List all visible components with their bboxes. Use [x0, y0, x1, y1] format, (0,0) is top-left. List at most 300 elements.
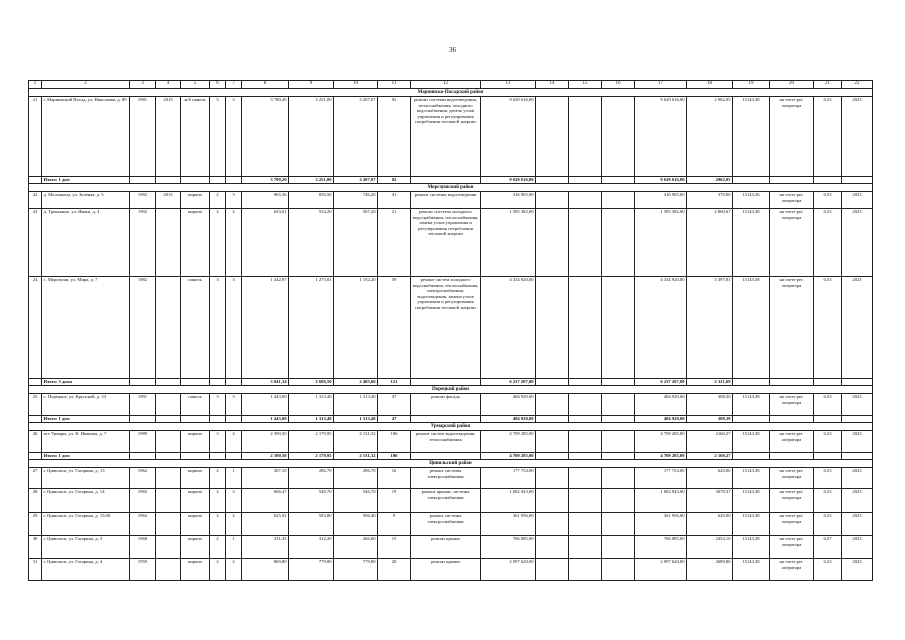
cell-no: 24	[29, 277, 42, 379]
cell-c9: 1 275,81	[289, 277, 334, 379]
cell-empty	[733, 416, 770, 423]
cell-c18: 620,00	[687, 468, 733, 489]
cell-c21: 6,53	[814, 192, 842, 209]
cell-c22: 2023	[842, 431, 873, 453]
total-c18: 308,30	[687, 416, 733, 423]
district-row	[29, 423, 873, 431]
cell-c6: 2	[210, 513, 226, 536]
district-name: Порецкий район	[29, 386, 873, 394]
cell-c11: 92	[378, 97, 411, 177]
total-row	[29, 177, 873, 184]
cell-addr: г. Цивильск, ул. Гагарина, д. 4	[42, 559, 130, 581]
cell-c21: 6,53	[814, 513, 842, 536]
cell-c14	[536, 209, 569, 277]
cell-c15	[569, 97, 602, 177]
cell-c22: 2023	[842, 536, 873, 559]
cell-c22: 2023	[842, 394, 873, 416]
column-number-header: 18	[687, 81, 733, 89]
cell-c20: на счете рег. оператора	[770, 431, 814, 453]
cell-empty	[130, 416, 156, 423]
cell-c5: кирпич	[181, 192, 210, 209]
cell-c18: 2689,86	[687, 559, 733, 581]
cell-c18: 308,30	[687, 394, 733, 416]
cell-addr: пгт Урмары, ул. К. Иванова, д. 7	[42, 431, 130, 453]
cell-c11: 106	[378, 431, 411, 453]
cell-c9: 286,70	[289, 468, 334, 489]
total-c17: 404 920,00	[635, 416, 687, 423]
cell-c3: 1962	[130, 468, 156, 489]
district-row	[29, 386, 873, 394]
cell-c17: 404 920,00	[635, 394, 687, 416]
column-number-header: 15	[569, 81, 602, 89]
cell-c9: 554,20	[289, 209, 334, 277]
cell-c5: ж/б панель	[181, 97, 210, 177]
cell-c5: кирпич	[181, 536, 210, 559]
cell-c19: 15143,38	[733, 97, 770, 177]
cell-c18: 2454,16	[687, 536, 733, 559]
cell-c12: ремонт крыши, системы электроснабжения	[411, 489, 481, 513]
cell-c4	[156, 431, 181, 453]
cell-empty	[411, 416, 481, 423]
cell-c10: 3 207,07	[334, 97, 378, 177]
cell-empty	[842, 177, 873, 184]
cell-empty	[602, 379, 635, 386]
table-row	[29, 277, 873, 379]
cell-c14	[536, 489, 569, 513]
cell-empty	[156, 453, 181, 460]
cell-c15	[569, 468, 602, 489]
cell-c3: 1992	[130, 209, 156, 277]
cell-c8: 1 442,97	[242, 277, 289, 379]
cell-c8: 331,43	[242, 536, 289, 559]
column-number-header: 5	[181, 81, 210, 89]
cell-c16	[602, 489, 635, 513]
cell-c21: 6,53	[814, 209, 842, 277]
cell-empty	[226, 416, 242, 423]
cell-c17: 4 334 920,00	[635, 277, 687, 379]
cell-addr: д. Москакасы, ул. Зеленая, д. 5	[42, 192, 130, 209]
cell-c19: 15143,38	[733, 513, 770, 536]
cell-c9: 312,20	[289, 536, 334, 559]
cell-empty	[156, 416, 181, 423]
cell-c5: панель	[181, 394, 210, 416]
cell-c3: 1989	[130, 431, 156, 453]
cell-c12: ремонт системы водоотведения, теплоснабжения, холодного водоснабжения, дизель узлов управления и регулирования потребления тепловой энергии	[411, 97, 481, 177]
cell-c6: 3	[210, 431, 226, 453]
cell-c4	[156, 513, 181, 536]
cell-no: 22	[29, 192, 42, 209]
cell-c19: 15143,36	[733, 192, 770, 209]
cell-c17: 4 709 285,00	[635, 431, 687, 453]
cell-c10: 546,70	[334, 489, 378, 513]
cell-c5: кирпич	[181, 468, 210, 489]
column-number-header: 20	[770, 81, 814, 89]
cell-c16	[602, 209, 635, 277]
cell-empty	[733, 379, 770, 386]
table-row	[29, 559, 873, 581]
cell-c21: 6,57	[814, 536, 842, 559]
cell-c11: 16	[378, 468, 411, 489]
cell-c4	[156, 209, 181, 277]
total-c9: 1 313,40	[289, 416, 334, 423]
cell-empty	[842, 453, 873, 460]
cell-c16	[602, 277, 635, 379]
column-number-header: 17	[635, 81, 687, 89]
cell-c4	[156, 394, 181, 416]
cell-c6: 2	[210, 209, 226, 277]
table-row	[29, 394, 873, 416]
column-number-header: 3	[130, 81, 156, 89]
cell-c11: 47	[378, 394, 411, 416]
cell-c17: 2 097 620,00	[635, 559, 687, 581]
cell-c14	[536, 192, 569, 209]
cell-c21: 6,53	[814, 277, 842, 379]
cell-c10: 779,80	[334, 559, 378, 581]
cell-c16	[602, 468, 635, 489]
column-number-header: 4	[156, 81, 181, 89]
cell-c21: 6,53	[814, 394, 842, 416]
cell-c17: 1 682 943,00	[635, 489, 687, 513]
column-number-header: 8	[242, 81, 289, 89]
cell-c12: ремонт фасада	[411, 394, 481, 416]
cell-c17: 9 629 616,00	[635, 97, 687, 177]
column-number-header: 11	[378, 81, 411, 89]
total-c11: 121	[378, 379, 411, 386]
table-row	[29, 97, 873, 177]
total-c9: 3 251,00	[289, 177, 334, 184]
cell-c13: 404 920,00	[481, 394, 536, 416]
cell-c15	[569, 192, 602, 209]
cell-empty	[29, 177, 42, 184]
cell-c6: 3	[210, 394, 226, 416]
cell-c8: 307,10	[242, 468, 289, 489]
cell-c7: 2	[226, 513, 242, 536]
total-c13: 4 709 285,00	[481, 453, 536, 460]
cell-empty	[226, 177, 242, 184]
cell-c19: 15143,38	[733, 431, 770, 453]
cell-c13: 1 682 943,00	[481, 489, 536, 513]
cell-c9: 3 251,00	[289, 97, 334, 177]
table-row	[29, 209, 873, 277]
district-row	[29, 460, 873, 468]
column-number-header: 1	[29, 81, 42, 89]
cell-c13: 9 629 616,00	[481, 97, 536, 177]
cell-c9: 546,70	[289, 489, 334, 513]
cell-c11: 59	[378, 277, 411, 379]
cell-empty	[156, 177, 181, 184]
cell-empty	[130, 379, 156, 386]
cell-c5: кирпич	[181, 559, 210, 581]
cell-c3: 1982	[130, 277, 156, 379]
cell-c12: ремонт крыши	[411, 536, 481, 559]
cell-c10: 2 131,32	[334, 431, 378, 453]
cell-empty	[181, 177, 210, 184]
cell-c16	[602, 536, 635, 559]
cell-empty	[602, 416, 635, 423]
page-number: 36	[449, 46, 456, 54]
cell-c20: на счете рег. оператора	[770, 559, 814, 581]
cell-c18: 2160,27	[687, 431, 733, 453]
cell-c4: 2013	[156, 192, 181, 209]
cell-c22: 2023	[842, 277, 873, 379]
cell-c20: на счете рег. оператора	[770, 468, 814, 489]
total-c10: 2 405,60	[334, 379, 378, 386]
cell-c11: 20	[378, 559, 411, 581]
cell-c18: 3 397,81	[687, 277, 733, 379]
cell-c9: 583,80	[289, 513, 334, 536]
cell-addr: с. Моргауши, ул. Мира, д. 7	[42, 277, 130, 379]
cell-c14	[536, 468, 569, 489]
column-number-header: 16	[602, 81, 635, 89]
column-number-header: 22	[842, 81, 873, 89]
cell-c15	[569, 489, 602, 513]
cell-empty	[536, 416, 569, 423]
cell-empty	[569, 177, 602, 184]
cell-c21: 6,53	[814, 468, 842, 489]
cell-empty	[814, 177, 842, 184]
district-name: Моргаушский район	[29, 184, 873, 192]
cell-c9: 779,80	[289, 559, 334, 581]
cell-c8: 1 443,00	[242, 394, 289, 416]
cell-c13: 4 334 920,00	[481, 277, 536, 379]
cell-empty	[842, 416, 873, 423]
cell-c20: на счете рег. оператора	[770, 277, 814, 379]
cell-addr: г. Мариинский Посад, ул. Николаева, д. 89	[42, 97, 130, 177]
cell-empty	[411, 177, 481, 184]
total-c13: 9 629 616,00	[481, 177, 536, 184]
cell-c6: 2	[210, 489, 226, 513]
cell-c16	[602, 97, 635, 177]
table-row	[29, 468, 873, 489]
cell-c19: 15143,38	[733, 468, 770, 489]
total-c11: 92	[378, 177, 411, 184]
cell-empty	[733, 453, 770, 460]
cell-c19: 15143,38	[733, 394, 770, 416]
cell-c4: 2015	[156, 97, 181, 177]
cell-c16	[602, 394, 635, 416]
cell-empty	[536, 379, 569, 386]
cell-no: 23	[29, 209, 42, 277]
cell-c10: 1 152,20	[334, 277, 378, 379]
total-label: Итого: 1 дом	[42, 416, 130, 423]
cell-c12: ремонт систем холодного водоснабжения, теплоснабжения, электроснабжения, водоотведения, замена узлов управления и регулирования потребления тепловой энергии	[411, 277, 481, 379]
table-row	[29, 513, 873, 536]
cell-c11: 41	[378, 192, 411, 209]
total-c8: 3 780,20	[242, 177, 289, 184]
cell-empty	[181, 416, 210, 423]
cell-c8: 625,92	[242, 513, 289, 536]
cell-empty	[770, 177, 814, 184]
cell-empty	[226, 379, 242, 386]
cell-c8: 2 390,50	[242, 431, 289, 453]
cell-c22: 2023	[842, 513, 873, 536]
total-label: Итого: 1 дом	[42, 453, 130, 460]
cell-c6: 2	[210, 468, 226, 489]
cell-c18: 2 962,05	[687, 97, 733, 177]
cell-c14	[536, 513, 569, 536]
total-c8: 2 390,50	[242, 453, 289, 460]
total-c8: 3 041,34	[242, 379, 289, 386]
cell-c21: 6,53	[814, 559, 842, 581]
cell-c22: 2023	[842, 489, 873, 513]
cell-c11: 9	[378, 513, 411, 536]
cell-c8: 633,01	[242, 209, 289, 277]
cell-c20: на счете рег. оператора	[770, 192, 814, 209]
cell-no: 29	[29, 513, 42, 536]
cell-c10: 746,20	[334, 192, 378, 209]
cell-c18: 620,00	[687, 513, 733, 536]
cell-c7: 1	[226, 536, 242, 559]
cell-no: 27	[29, 468, 42, 489]
district-row	[29, 184, 873, 192]
cell-empty	[29, 416, 42, 423]
cell-c6: 2	[210, 559, 226, 581]
cell-c5: кирпич	[181, 513, 210, 536]
cell-c19: 15143,38	[733, 559, 770, 581]
cell-c22: 2023	[842, 209, 873, 277]
cell-c20: на счете рег. оператора	[770, 209, 814, 277]
cell-empty	[210, 416, 226, 423]
cell-c3: 1962	[130, 513, 156, 536]
total-row	[29, 416, 873, 423]
cell-c18: 3078,37	[687, 489, 733, 513]
header-row	[29, 81, 873, 89]
total-label: Итого: 1 дом	[42, 177, 130, 184]
cell-empty	[210, 379, 226, 386]
cell-c17: 766 085,00	[635, 536, 687, 559]
cell-c10: 286,70	[334, 468, 378, 489]
cell-empty	[814, 453, 842, 460]
district-name: Урмарский район	[29, 423, 873, 431]
column-number-header: 7	[226, 81, 242, 89]
cell-c3: 1959	[130, 559, 156, 581]
cell-empty	[733, 177, 770, 184]
cell-c15	[569, 394, 602, 416]
cell-c5: кирпич	[181, 489, 210, 513]
cell-c14	[536, 431, 569, 453]
cell-c21: 6,53	[814, 431, 842, 453]
total-c18: 2962,05	[687, 177, 733, 184]
cell-empty	[181, 379, 210, 386]
cell-c15	[569, 431, 602, 453]
cell-c7: 3	[226, 394, 242, 416]
cell-c15	[569, 277, 602, 379]
cell-c20: на счете рег. оператора	[770, 513, 814, 536]
cell-c19: 15143,38	[733, 209, 770, 277]
cell-addr: г. Цивильск, ул. Гагарина, д. 14	[42, 489, 130, 513]
total-row	[29, 379, 873, 386]
cell-c20: на счете рег. оператора	[770, 489, 814, 513]
cell-addr: г. Цивильск, ул. Гагарина, д. 3	[42, 536, 130, 559]
cell-c13: 766 085,00	[481, 536, 536, 559]
cell-c20: на счете рег. оператора	[770, 536, 814, 559]
cell-c8: 3 780,20	[242, 97, 289, 177]
total-c11: 47	[378, 416, 411, 423]
cell-c13: 361 956,00	[481, 513, 536, 536]
cell-c22: 2023	[842, 192, 873, 209]
cell-c7: 2	[226, 209, 242, 277]
cell-empty	[814, 416, 842, 423]
total-c10: 3 207,07	[334, 177, 378, 184]
cell-c17: 361 956,00	[635, 513, 687, 536]
total-c10: 2 131,32	[334, 453, 378, 460]
table-row	[29, 192, 873, 209]
cell-c20: на счете рег. оператора	[770, 394, 814, 416]
column-number-header: 12	[411, 81, 481, 89]
column-number-header: 9	[289, 81, 334, 89]
cell-no: 28	[29, 489, 42, 513]
cell-c13: 316 905,00	[481, 192, 536, 209]
cell-c11: 15	[378, 536, 411, 559]
cell-c4	[156, 536, 181, 559]
cell-c17: 177 754,00	[635, 468, 687, 489]
cell-c8: 606,47	[242, 489, 289, 513]
cell-c3: 1981	[130, 97, 156, 177]
cell-c7: 1	[226, 468, 242, 489]
column-number-header: 21	[814, 81, 842, 89]
cell-c11: 21	[378, 209, 411, 277]
cell-c19: 15143,38	[733, 536, 770, 559]
cell-addr: с. Порецкое, ул. Крупской, д. 33	[42, 394, 130, 416]
cell-c19: 15143,38	[733, 489, 770, 513]
cell-empty	[770, 453, 814, 460]
cell-c19: 15143,38	[733, 277, 770, 379]
cell-c13: 4 709 285,00	[481, 431, 536, 453]
total-c13: 6 237 207,00	[481, 379, 536, 386]
cell-c8: 965,36	[242, 192, 289, 209]
cell-c7: 3	[226, 192, 242, 209]
cell-c5: кирпич	[181, 431, 210, 453]
cell-c14	[536, 536, 569, 559]
total-c18: 2 321,69	[687, 379, 733, 386]
cell-addr: г. Цивильск, ул. Гагарина, д. 15/20	[42, 513, 130, 536]
cell-empty	[411, 379, 481, 386]
cell-c4	[156, 277, 181, 379]
cell-c6: 5	[210, 97, 226, 177]
total-c17: 9 629 616,00	[635, 177, 687, 184]
total-c18: 2 160,27	[687, 453, 733, 460]
cell-c6: 3	[210, 277, 226, 379]
cell-no: 31	[29, 559, 42, 581]
total-label: Итого: 3 дома	[42, 379, 130, 386]
cell-empty	[156, 379, 181, 386]
cell-empty	[210, 453, 226, 460]
cell-empty	[411, 453, 481, 460]
cell-c13: 2 097 620,00	[481, 559, 536, 581]
column-number-header: 2	[42, 81, 130, 89]
cell-c14	[536, 394, 569, 416]
cell-c20: на счете рег. оператора	[770, 97, 814, 177]
cell-c10: 507,20	[334, 209, 378, 277]
cell-empty	[602, 177, 635, 184]
cell-c15	[569, 209, 602, 277]
cell-c3: 1965	[130, 489, 156, 513]
table-row	[29, 536, 873, 559]
total-c11: 106	[378, 453, 411, 460]
cell-c12: ремонт системы водоотведения	[411, 192, 481, 209]
cell-c13: 177 754,00	[481, 468, 536, 489]
total-c10: 1 313,40	[334, 416, 378, 423]
cell-empty	[130, 453, 156, 460]
cell-c16	[602, 192, 635, 209]
cell-c4	[156, 468, 181, 489]
cell-c16	[602, 513, 635, 536]
cell-c10: 506,40	[334, 513, 378, 536]
total-c17: 4 709 285,00	[635, 453, 687, 460]
cell-c14	[536, 97, 569, 177]
cell-c12: ремонт системы электроснабжения	[411, 513, 481, 536]
cell-empty	[569, 416, 602, 423]
